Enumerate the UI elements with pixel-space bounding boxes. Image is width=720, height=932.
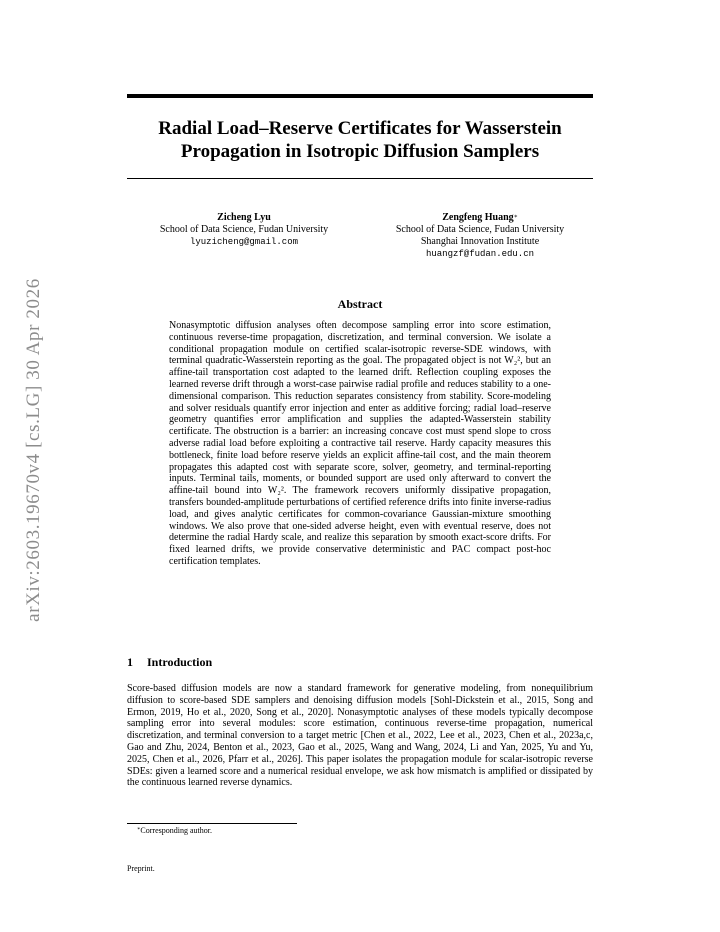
author-email[interactable]: lyuzicheng@gmail.com xyxy=(189,237,299,247)
corresponding-author-mark: ∗ xyxy=(513,214,518,220)
author-email[interactable]: huangzf@fudan.edu.cn xyxy=(425,249,535,259)
arxiv-identifier-stamp: arXiv:2603.19670v4 [cs.LG] 30 Apr 2026 xyxy=(23,278,44,622)
footnote xyxy=(137,826,212,835)
title-bottom-rule xyxy=(127,178,593,179)
title-top-rule xyxy=(127,94,593,98)
abstract-text: Nonasymptotic diffusion analyses often decompose sampling error into score estimation, continuous reverse-time propagation, discretization, and terminal conversion. We isolate a conditional propagation module on certified scalar-isotropic reverse-SDE windows, with terminal quadratic-Wasserstein reporting as the goal. The propagated object is not W₂², but an affine-tail transportation cost adapted to the learned drift. Reflection coupling exposes the learned reverse drift through a worst-case pairwise radial profile and reduces stability to a one-dimensional comparison. This reduction separates consistency from stability. Score-modeling and solver residuals quantify error injection and enter as additive forcing; radial load–reserve geometry quantifies error amplification and supplies the adapted-Wasserstein stability certificate. The obstruction is a barrier: an increasing concave cost must spend slope to cross adverse radial load before exploiting a contractive tail reserve. Hardy capacity measures this bottleneck, finite load before reserve yields an explicit affine-tail cost, and the main theorem propagates this adapted cost with separate score, solver, geometry, and terminal-reporting inputs. Terminal tails, moments, or bounded support are used only afterward to convert the affine-tail bound into W₂². The framework recovers uniformly dissipative propagation, transfers bounded-amplitude perturbations of certified reference drifts into finite inverse-radius load, and gives analytic certificates for common-covariance Gaussian-mixture smoothing windows. We also prove that one-sided adverse height, even with eventual reserve, does not determine the radial Hardy scale, and realize this separation by smooth exact-score drifts. For fixed learned drifts, we provide conservative deterministic and PAC compact post-hoc certification templates. xyxy=(169,320,551,567)
introduction-paragraph: Score-based diffusion models are now a standard framework for generative modeling, from nonequilibrium diffusion to score-based SDE samplers and denoising diffusion models [Sohl-Dickstein et al., 2015, Song and Ermon, 2019, Ho et al., 2020, Song et al., 2020]. Nonasymptotic analyses of these models typically decompose sampling error into several modules: score estimation, continuous reverse-time propagation, numerical discretization, and terminal conversion to a target metric [Chen et al., 2022, Lee et al., 2023, Chen et al., 2023a,c, Gao and Zhu, 2024, Benton et al., 2023, Gao et al., 2025, Wang and Wang, 2024, Li and Yan, 2025, Yu and Yu, 2025, Chen et al., 2026, Pfarr et al., 2026]. This paper isolates the propagation module for scalar-isotropic reverse SDEs: given a learned score and a numerical residual envelope, we ask how mismatch is amplified or dissipated by the continuous learned reverse dynamics. xyxy=(127,683,593,789)
section-heading-introduction xyxy=(127,655,212,670)
paper-title xyxy=(127,117,593,163)
author-name: Zicheng Lyu xyxy=(217,212,271,223)
section-number: 1 xyxy=(127,655,133,669)
section-title: Introduction xyxy=(147,655,213,669)
footnote-text: Corresponding author. xyxy=(140,826,212,835)
author-name: Zengfeng Huang xyxy=(442,212,514,223)
author-affiliation: School of Data Science, Fudan University xyxy=(159,224,329,235)
author-block-1 xyxy=(139,212,349,248)
author-name-row xyxy=(365,212,595,224)
abstract-heading: Abstract xyxy=(337,297,383,311)
author-affiliation-2: Shanghai Innovation Institute xyxy=(420,236,540,247)
title-line-1: Radial Load–Reserve Certificates for Wasserstein xyxy=(158,118,562,139)
author-block-2 xyxy=(365,212,595,260)
footnote-rule xyxy=(127,823,297,824)
author-affiliation: School of Data Science, Fudan University xyxy=(395,224,565,235)
preprint-label: Preprint. xyxy=(127,864,155,873)
title-line-2: Propagation in Isotropic Diffusion Samplers xyxy=(180,141,540,162)
footnote-mark: ∗ xyxy=(137,827,141,832)
